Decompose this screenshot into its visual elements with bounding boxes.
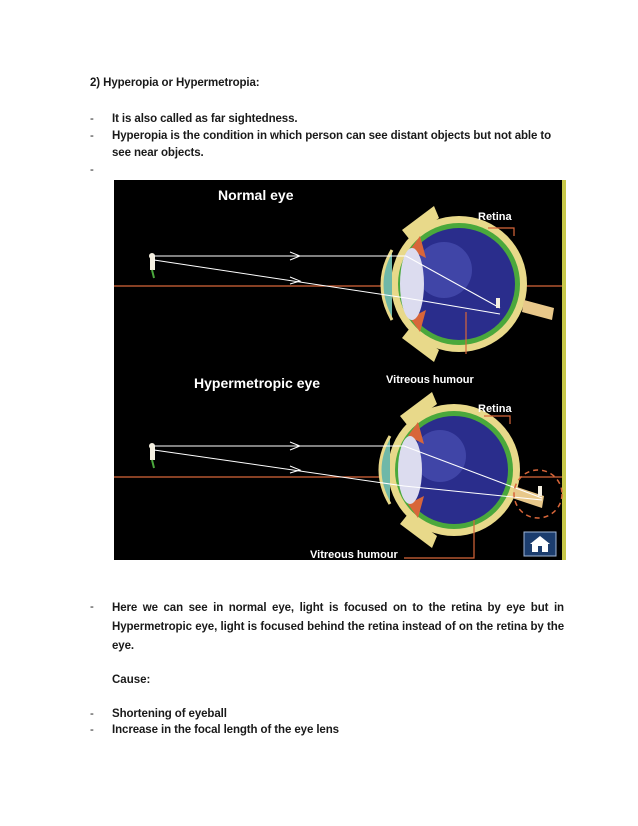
bullet-text: Hyperopia is the condition in which person can see distant objects but not able to see near objects. (112, 130, 552, 159)
bullet-dash: - (90, 601, 94, 613)
publisher-logo (524, 532, 556, 556)
bullet-text: It is also called as far sightedness. (112, 113, 298, 125)
bullet-dash: - (90, 113, 94, 125)
bullet-dash: - (90, 164, 94, 176)
hypermetropia-diagram (114, 180, 566, 560)
hypermetropic-eye-title: Hypermetropic eye (194, 375, 321, 391)
vitreous-label-bottom: Vitreous humour (310, 549, 398, 560)
retina-label-top: Retina (478, 211, 512, 223)
section-heading: 2) Hyperopia or Hypermetropia: (90, 77, 260, 89)
bullet-dash: - (90, 724, 94, 736)
cause-heading: Cause: (112, 674, 151, 686)
bullet-dash: - (90, 130, 94, 142)
bullet-text: Shortening of eyeball (112, 708, 227, 720)
vitreous-label-top: Vitreous humour (386, 374, 474, 386)
retina-label-bottom: Retina (478, 403, 512, 415)
bullet-text: Increase in the focal length of the eye lens (112, 724, 339, 736)
normal-eye-title: Normal eye (218, 187, 294, 203)
bullet-dash: - (90, 708, 94, 720)
bullet-text: Here we can see in normal eye, light is focused on to the retina by eye but in Hypermetropic eye, light is focused behind the retina instead of on the retina by the eye. (112, 602, 564, 652)
eye-diagram-svg (114, 180, 566, 560)
